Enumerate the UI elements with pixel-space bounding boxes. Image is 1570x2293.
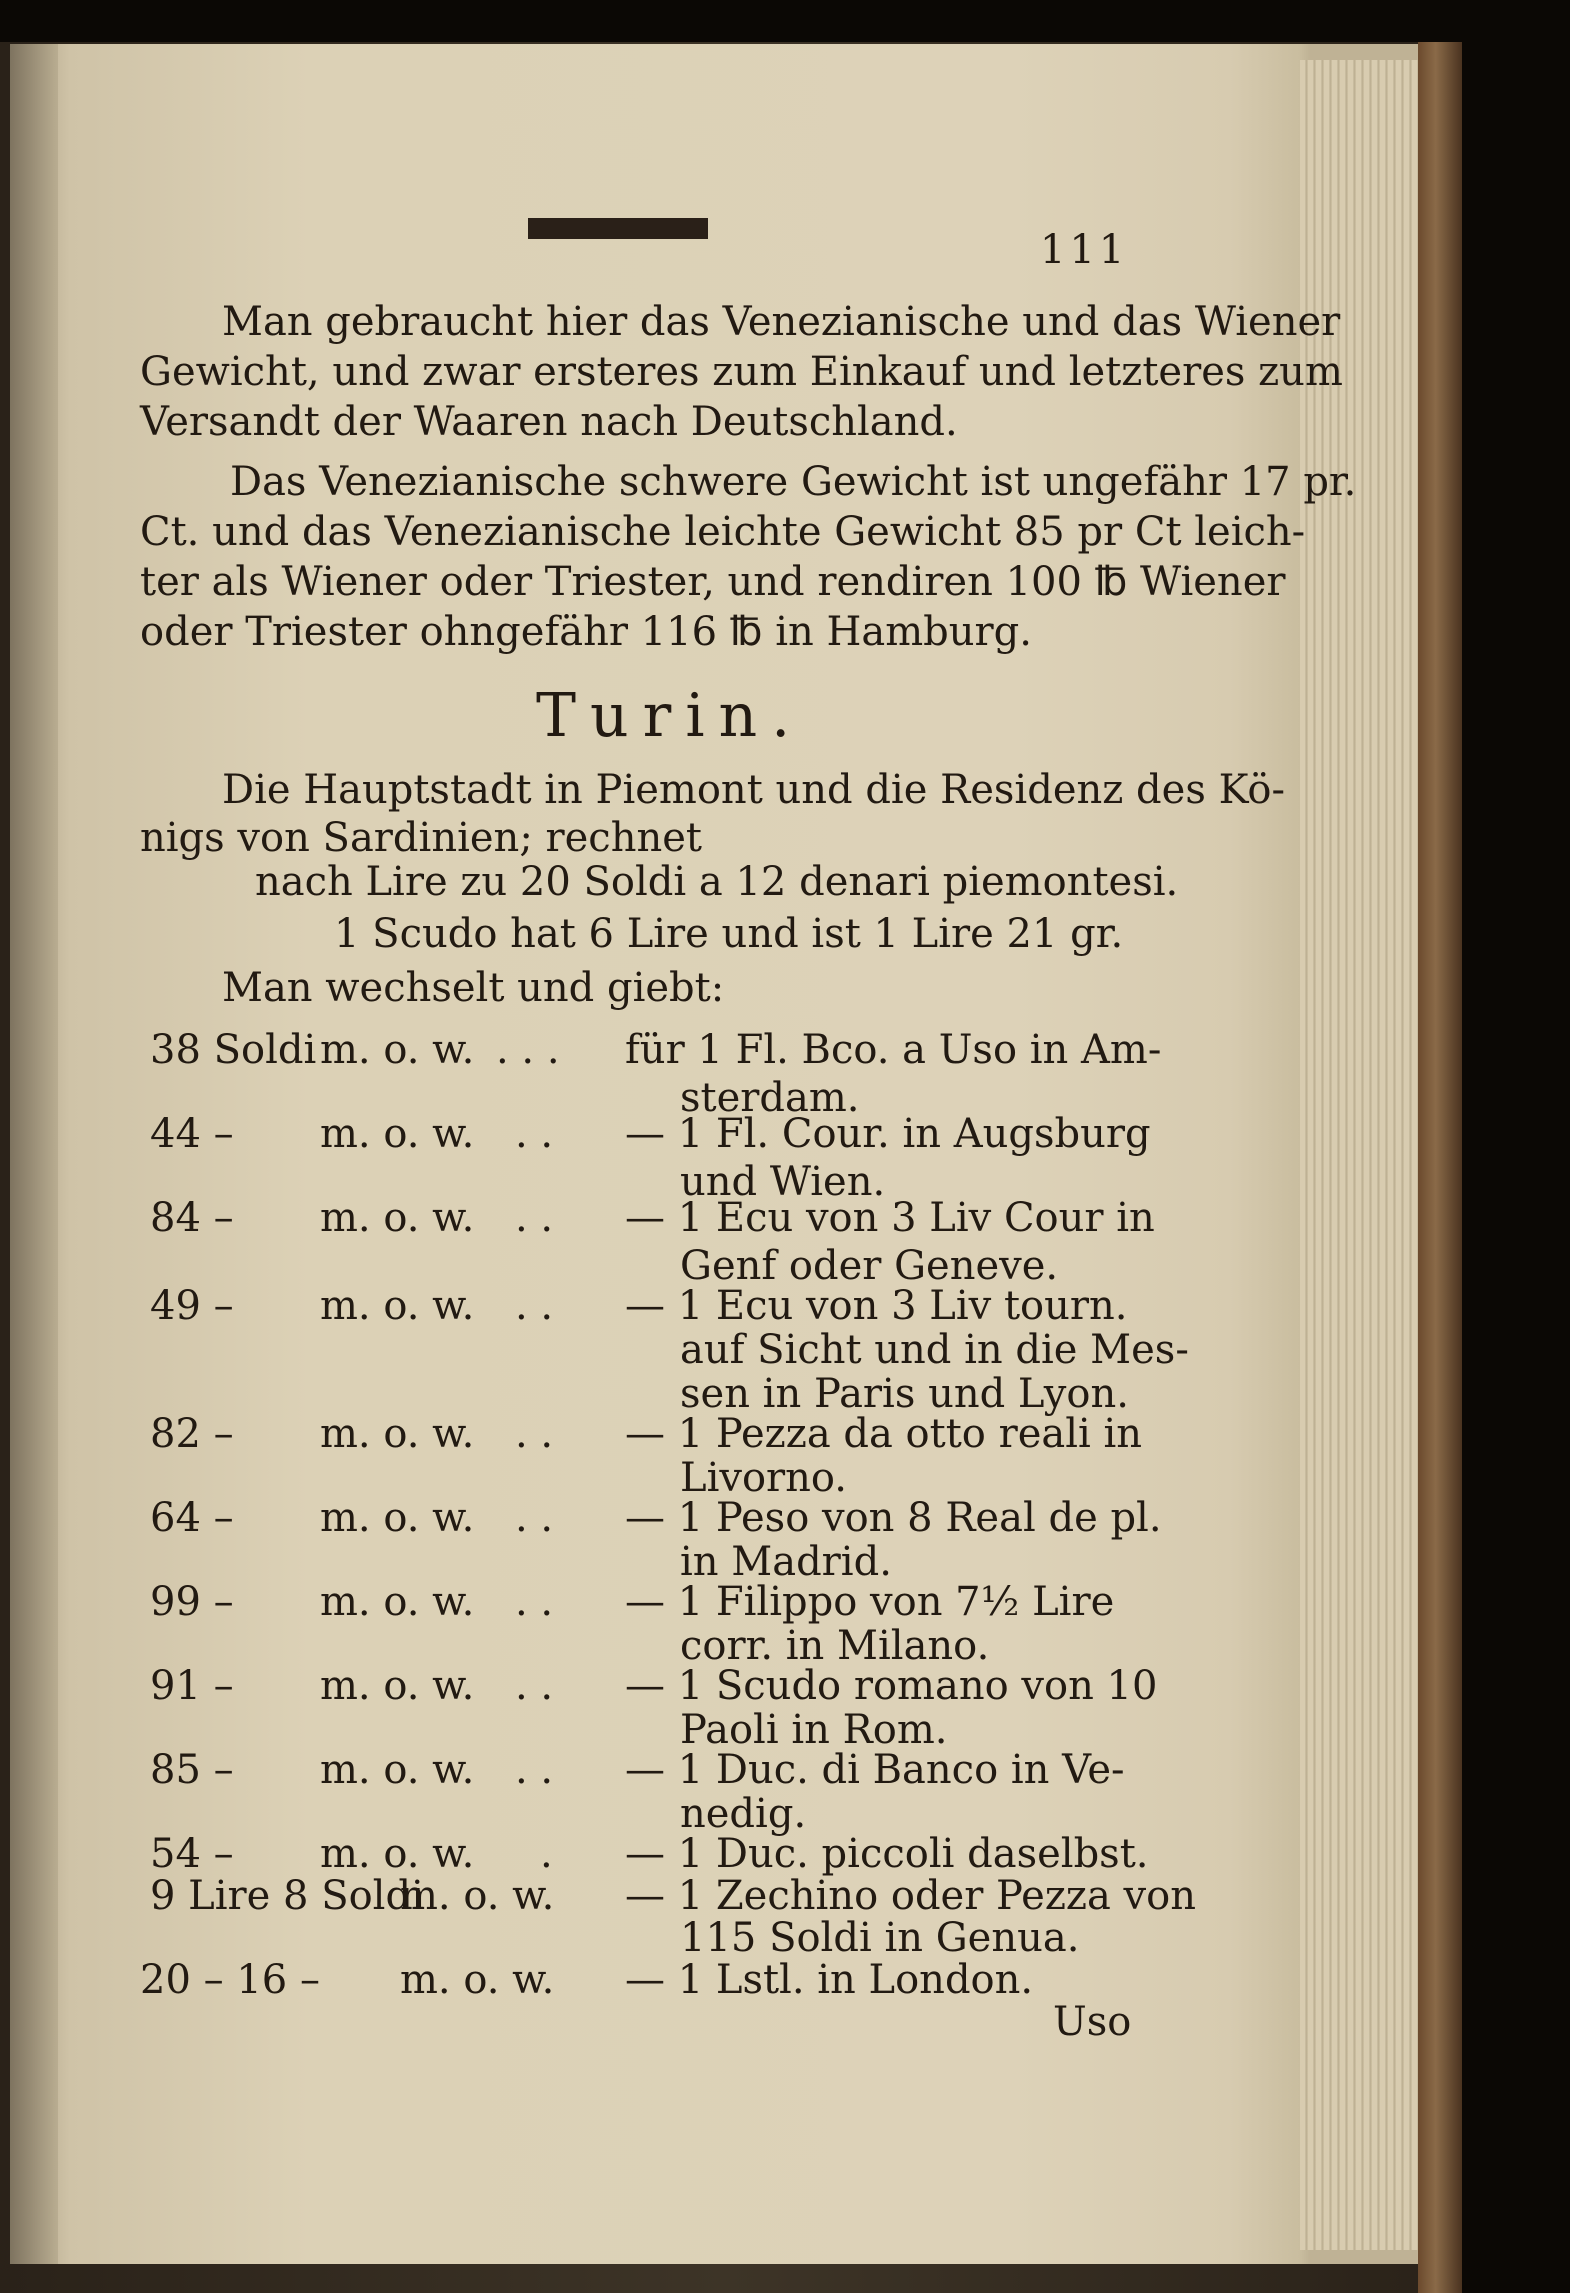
paragraph-1-line-3: Versandt der Waaren nach Deutschland. (140, 399, 958, 445)
exchange-term: m. o. w. (320, 1283, 475, 1329)
paragraph-1-line-1: Man gebraucht hier das Venezianische und das Wiener (222, 299, 1341, 345)
exchange-leaders: . . (515, 1663, 554, 1709)
exchange-rate-line-1: — 1 Fl. Cour. in Augsburg (625, 1111, 1151, 1157)
reckoning-line-2: 1 Scudo hat 6 Lire und ist 1 Lire 21 gr. (334, 911, 1124, 957)
exchange-term: m. o. w. (320, 1495, 475, 1541)
exchange-rate-line-1: — 1 Pezza da otto reali in (625, 1411, 1143, 1457)
exchange-leaders: . . (515, 1747, 554, 1793)
exchange-amount: 85 – (150, 1747, 234, 1793)
paragraph-2-line-2: Ct. und das Venezianische leichte Gewicht 85 pr Ct leich- (140, 509, 1306, 555)
exchange-term: m. o. w. (320, 1747, 475, 1793)
exchange-amount: 38 Soldi (150, 1027, 317, 1073)
exchange-term: m. o. w. (400, 1957, 555, 2003)
exchange-rate-line-2: 115 Soldi in Genua. (680, 1915, 1080, 1961)
exchange-rate-line-3: sen in Paris und Lyon. (680, 1371, 1129, 1417)
exchange-amount: 82 – (150, 1411, 234, 1457)
exchange-rate-line-1: — 1 Peso von 8 Real de pl. (625, 1495, 1162, 1541)
exchange-amount: 44 – (150, 1111, 234, 1157)
page-gutter (10, 44, 58, 2264)
paragraph-1-line-2: Gewicht, und zwar ersteres zum Einkauf und letzteres zum (140, 349, 1343, 395)
intro-line-2: nigs von Sardinien; rechnet (140, 815, 702, 861)
intro-line-1: Die Hauptstadt in Piemont und die Residenz des Kö- (222, 767, 1285, 813)
exchange-rate-line-2: Genf oder Geneve. (680, 1243, 1059, 1289)
exchange-term: m. o. w. (320, 1195, 475, 1241)
exchange-leaders: . . (515, 1411, 554, 1457)
exchange-leaders: . . (515, 1283, 554, 1329)
exchange-amount: 99 – (150, 1579, 234, 1625)
exchange-intro: Man wechselt und giebt: (222, 965, 725, 1011)
exchange-rate-line-1: — 1 Scudo romano von 10 (625, 1663, 1158, 1709)
exchange-rate-line-1: — 1 Ecu von 3 Liv tourn. (625, 1283, 1128, 1329)
exchange-term: m. o. w. (320, 1663, 475, 1709)
exchange-rate-line-1: — 1 Duc. di Banco in Ve- (625, 1747, 1125, 1793)
page-number: 111 (1040, 227, 1129, 273)
exchange-term: m. o. w. (320, 1831, 475, 1877)
exchange-rate-line-2: nedig. (680, 1791, 807, 1837)
exchange-amount: 64 – (150, 1495, 234, 1541)
exchange-rate-line-2: Livorno. (680, 1455, 848, 1501)
exchange-rate-line-1: — 1 Zechino oder Pezza von (625, 1873, 1196, 1919)
exchange-rate-line-2: in Madrid. (680, 1539, 892, 1585)
exchange-amount: 49 – (150, 1283, 234, 1329)
exchange-amount: 9 Lire 8 Soldi (150, 1873, 424, 1919)
exchange-rate-line-1: für 1 Fl. Bco. a Uso in Am- (625, 1027, 1162, 1073)
exchange-term: m. o. w. (320, 1111, 475, 1157)
exchange-term: m. o. w. (320, 1579, 475, 1625)
exchange-rate-line-1: — 1 Lstl. in London. (625, 1957, 1034, 2003)
exchange-leaders: . . . (496, 1027, 560, 1073)
exchange-rate-line-2: Paoli in Rom. (680, 1707, 948, 1753)
paragraph-2-line-1: Das Venezianische schwere Gewicht ist ungefähr 17 pr. (230, 459, 1357, 505)
exchange-rate-line-2: corr. in Milano. (680, 1623, 990, 1669)
exchange-rate-line-1: — 1 Filippo von 7½ Lire (625, 1579, 1115, 1625)
exchange-term: m. o. w. (400, 1873, 555, 1919)
exchange-term: m. o. w. (320, 1027, 475, 1073)
exchange-amount: 91 – (150, 1663, 234, 1709)
exchange-amount: 54 – (150, 1831, 234, 1877)
exchange-rate-line-2: und Wien. (680, 1159, 886, 1205)
exchange-leaders: . (540, 1831, 553, 1877)
exchange-amount: 20 – 16 – (140, 1957, 320, 2003)
header-rule (528, 218, 708, 239)
exchange-rate-line-2: sterdam. (680, 1075, 860, 1121)
exchange-rate-line-1: — 1 Ecu von 3 Liv Cour in (625, 1195, 1155, 1241)
exchange-leaders: . . (515, 1111, 554, 1157)
book-cover-edge (1418, 42, 1462, 2293)
catchword: Uso (1053, 1999, 1132, 2045)
exchange-leaders: . . (515, 1195, 554, 1241)
exchange-leaders: . . (515, 1495, 554, 1541)
exchange-term: m. o. w. (320, 1411, 475, 1457)
exchange-rate-line-1: — 1 Duc. piccoli daselbst. (625, 1831, 1149, 1877)
exchange-rate-line-2: auf Sicht und in die Mes- (680, 1327, 1189, 1373)
paragraph-2-line-4: oder Triester ohngefähr 116 ℔ in Hamburg. (140, 609, 1032, 655)
section-heading-turin: Turin. (536, 681, 805, 751)
exchange-leaders: . . (515, 1579, 554, 1625)
exchange-amount: 84 – (150, 1195, 234, 1241)
reckoning-line-1: nach Lire zu 20 Soldi a 12 denari piemontesi. (255, 859, 1179, 905)
paragraph-2-line-3: ter als Wiener oder Triester, und rendiren 100 ℔ Wiener (140, 559, 1286, 605)
